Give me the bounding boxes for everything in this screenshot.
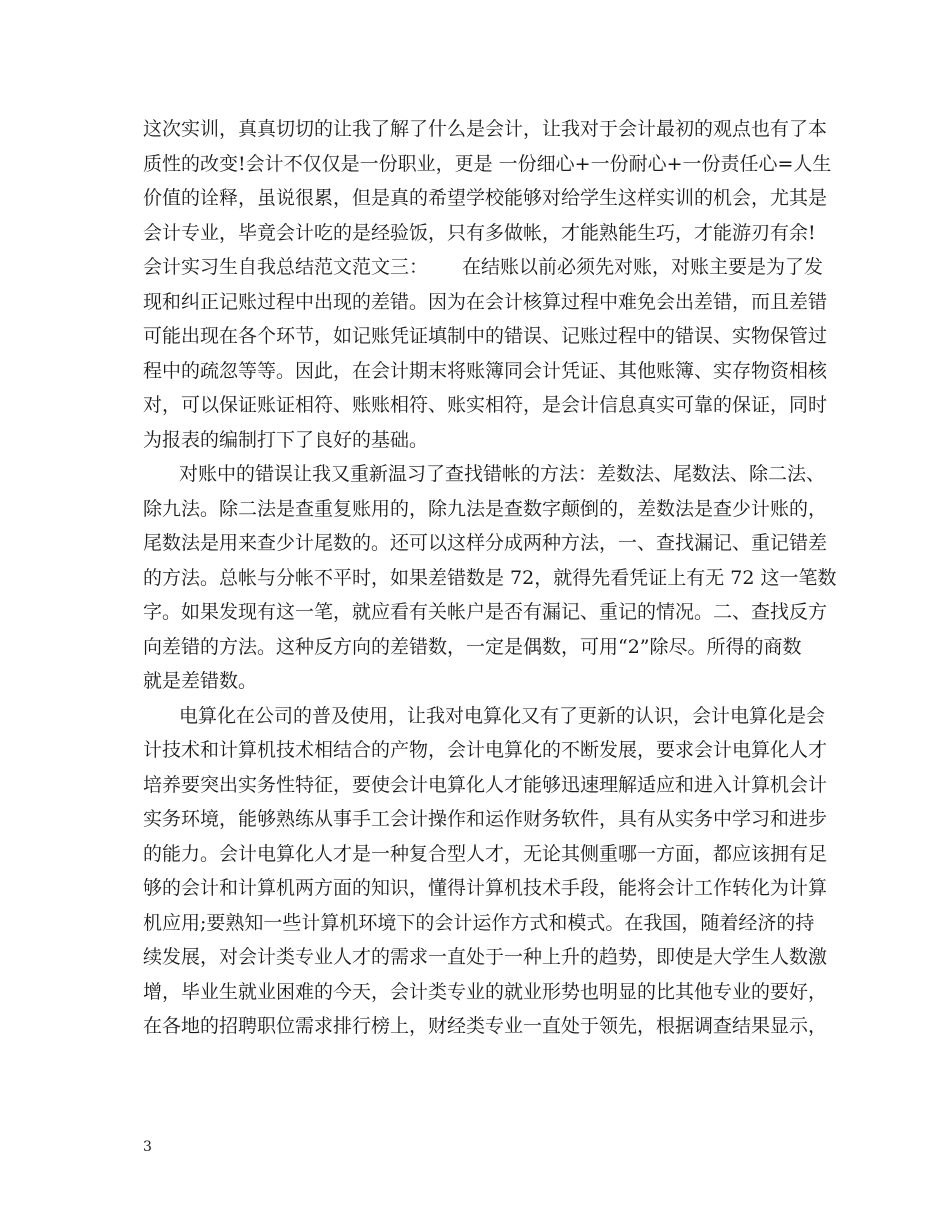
- text-line: 尾数法是用来查少计尾数的。还可以这样分成两种方法，一、查找漏记、重记错差: [143, 532, 828, 554]
- text-line: 价值的诠释，虽说很累，但是真的希望学校能够对给学生这样实训的机会，尤其是: [143, 187, 828, 209]
- section-heading: 会计实习生自我总结范文范文三：: [143, 256, 429, 278]
- text-line: 字。如果发现有这一笔，就应看有关帐户是否有漏记、重记的情况。二、查找反方: [143, 601, 828, 623]
- text-line: 向差错的方法。这种反方向的差错数，一定是偶数，可用“2”除尽。所得的商数: [143, 635, 802, 658]
- text-line: 培养要突出实务性特征，要使会计电算化人才能够迅速理解适应和进入计算机会计: [143, 773, 828, 796]
- text-line: 的方法。总帐与分帐不平时，如果差错数是 72，就得先看凭证上有无 72 这一笔数: [143, 566, 837, 589]
- text-line-with-heading: [143, 250, 824, 285]
- text-line: 机应用;要熟知一些计算机环境下的会计运作方式和模式。在我国，随着经济的持: [143, 911, 815, 934]
- text-line: 质性的改变!会计不仅仅是一份职业，更是 一份细心+一份耐心+一份责任心=人生: [143, 152, 832, 175]
- text-line: 计技术和计算机技术相结合的产物，会计电算化的不断发展，要求会计电算化人才: [143, 739, 828, 761]
- text-line: 会计专业，毕竟会计吃的是经验饭，只有多做帐，才能熟能生巧，才能游刃有余!: [143, 221, 816, 244]
- text-line: 在结账以前必须先对账，对账主要是为了发: [462, 256, 824, 278]
- paragraph-start-line: 对账中的错误让我又重新温习了查找错帐的方法：差数法、尾数法、除二法、: [179, 463, 826, 485]
- text-line: 的能力。会计电算化人才是一种复合型人才，无论其侧重哪一方面，都应该拥有足: [143, 842, 828, 865]
- text-line: 现和纠正记账过程中出现的差错。因为在会计核算过程中难免会出差错，而且差错: [143, 290, 828, 313]
- text-line: 对，可以保证账证相符、账账相符、账实相符，是会计信息真实可靠的保证，同时: [143, 394, 828, 416]
- text-line: 够的会计和计算机两方面的知识，懂得计算机技术手段，能将会计工作转化为计算: [143, 877, 828, 899]
- text-line: 除九法。除二法是查重复账用的，除九法是查数字颠倒的，差数法是查少计账的，: [143, 497, 828, 520]
- page-number: 3: [143, 1139, 152, 1155]
- text-line: 可能出现在各个环节，如记账凭证填制中的错误、记账过程中的错误、实物保管过: [143, 325, 828, 347]
- text-line: 为报表的编制打下了良好的基础。: [143, 428, 429, 451]
- text-line: 续发展，对会计类专业人才的需求一直处于一种上升的趋势，即使是大学生人数激: [143, 946, 828, 968]
- text-line: 这次实训，真真切切的让我了解了什么是会计，让我对于会计最初的观点也有了本: [143, 118, 828, 140]
- text-line: 增，毕业生就业困难的今天，会计类专业的就业形势也明显的比其他专业的要好，: [143, 980, 828, 1003]
- text-line: 在各地的招聘职位需求排行榜上，财经类专业一直处于领先，根据调查结果显示，: [143, 1015, 828, 1037]
- body-text: [143, 112, 837, 1044]
- paragraph-start-line: 电算化在公司的普及使用，让我对电算化又有了更新的认识，会计电算化是会: [179, 704, 826, 727]
- text-line: 实务环境，能够熟练从事手工会计操作和运作财务软件，具有从实务中学习和进步: [143, 808, 828, 830]
- text-line: 程中的疏忽等等。因此，在会计期末将账簿同会计凭证、其他账簿、实存物资相核: [143, 359, 828, 382]
- text-line: 就是差错数。: [143, 670, 258, 692]
